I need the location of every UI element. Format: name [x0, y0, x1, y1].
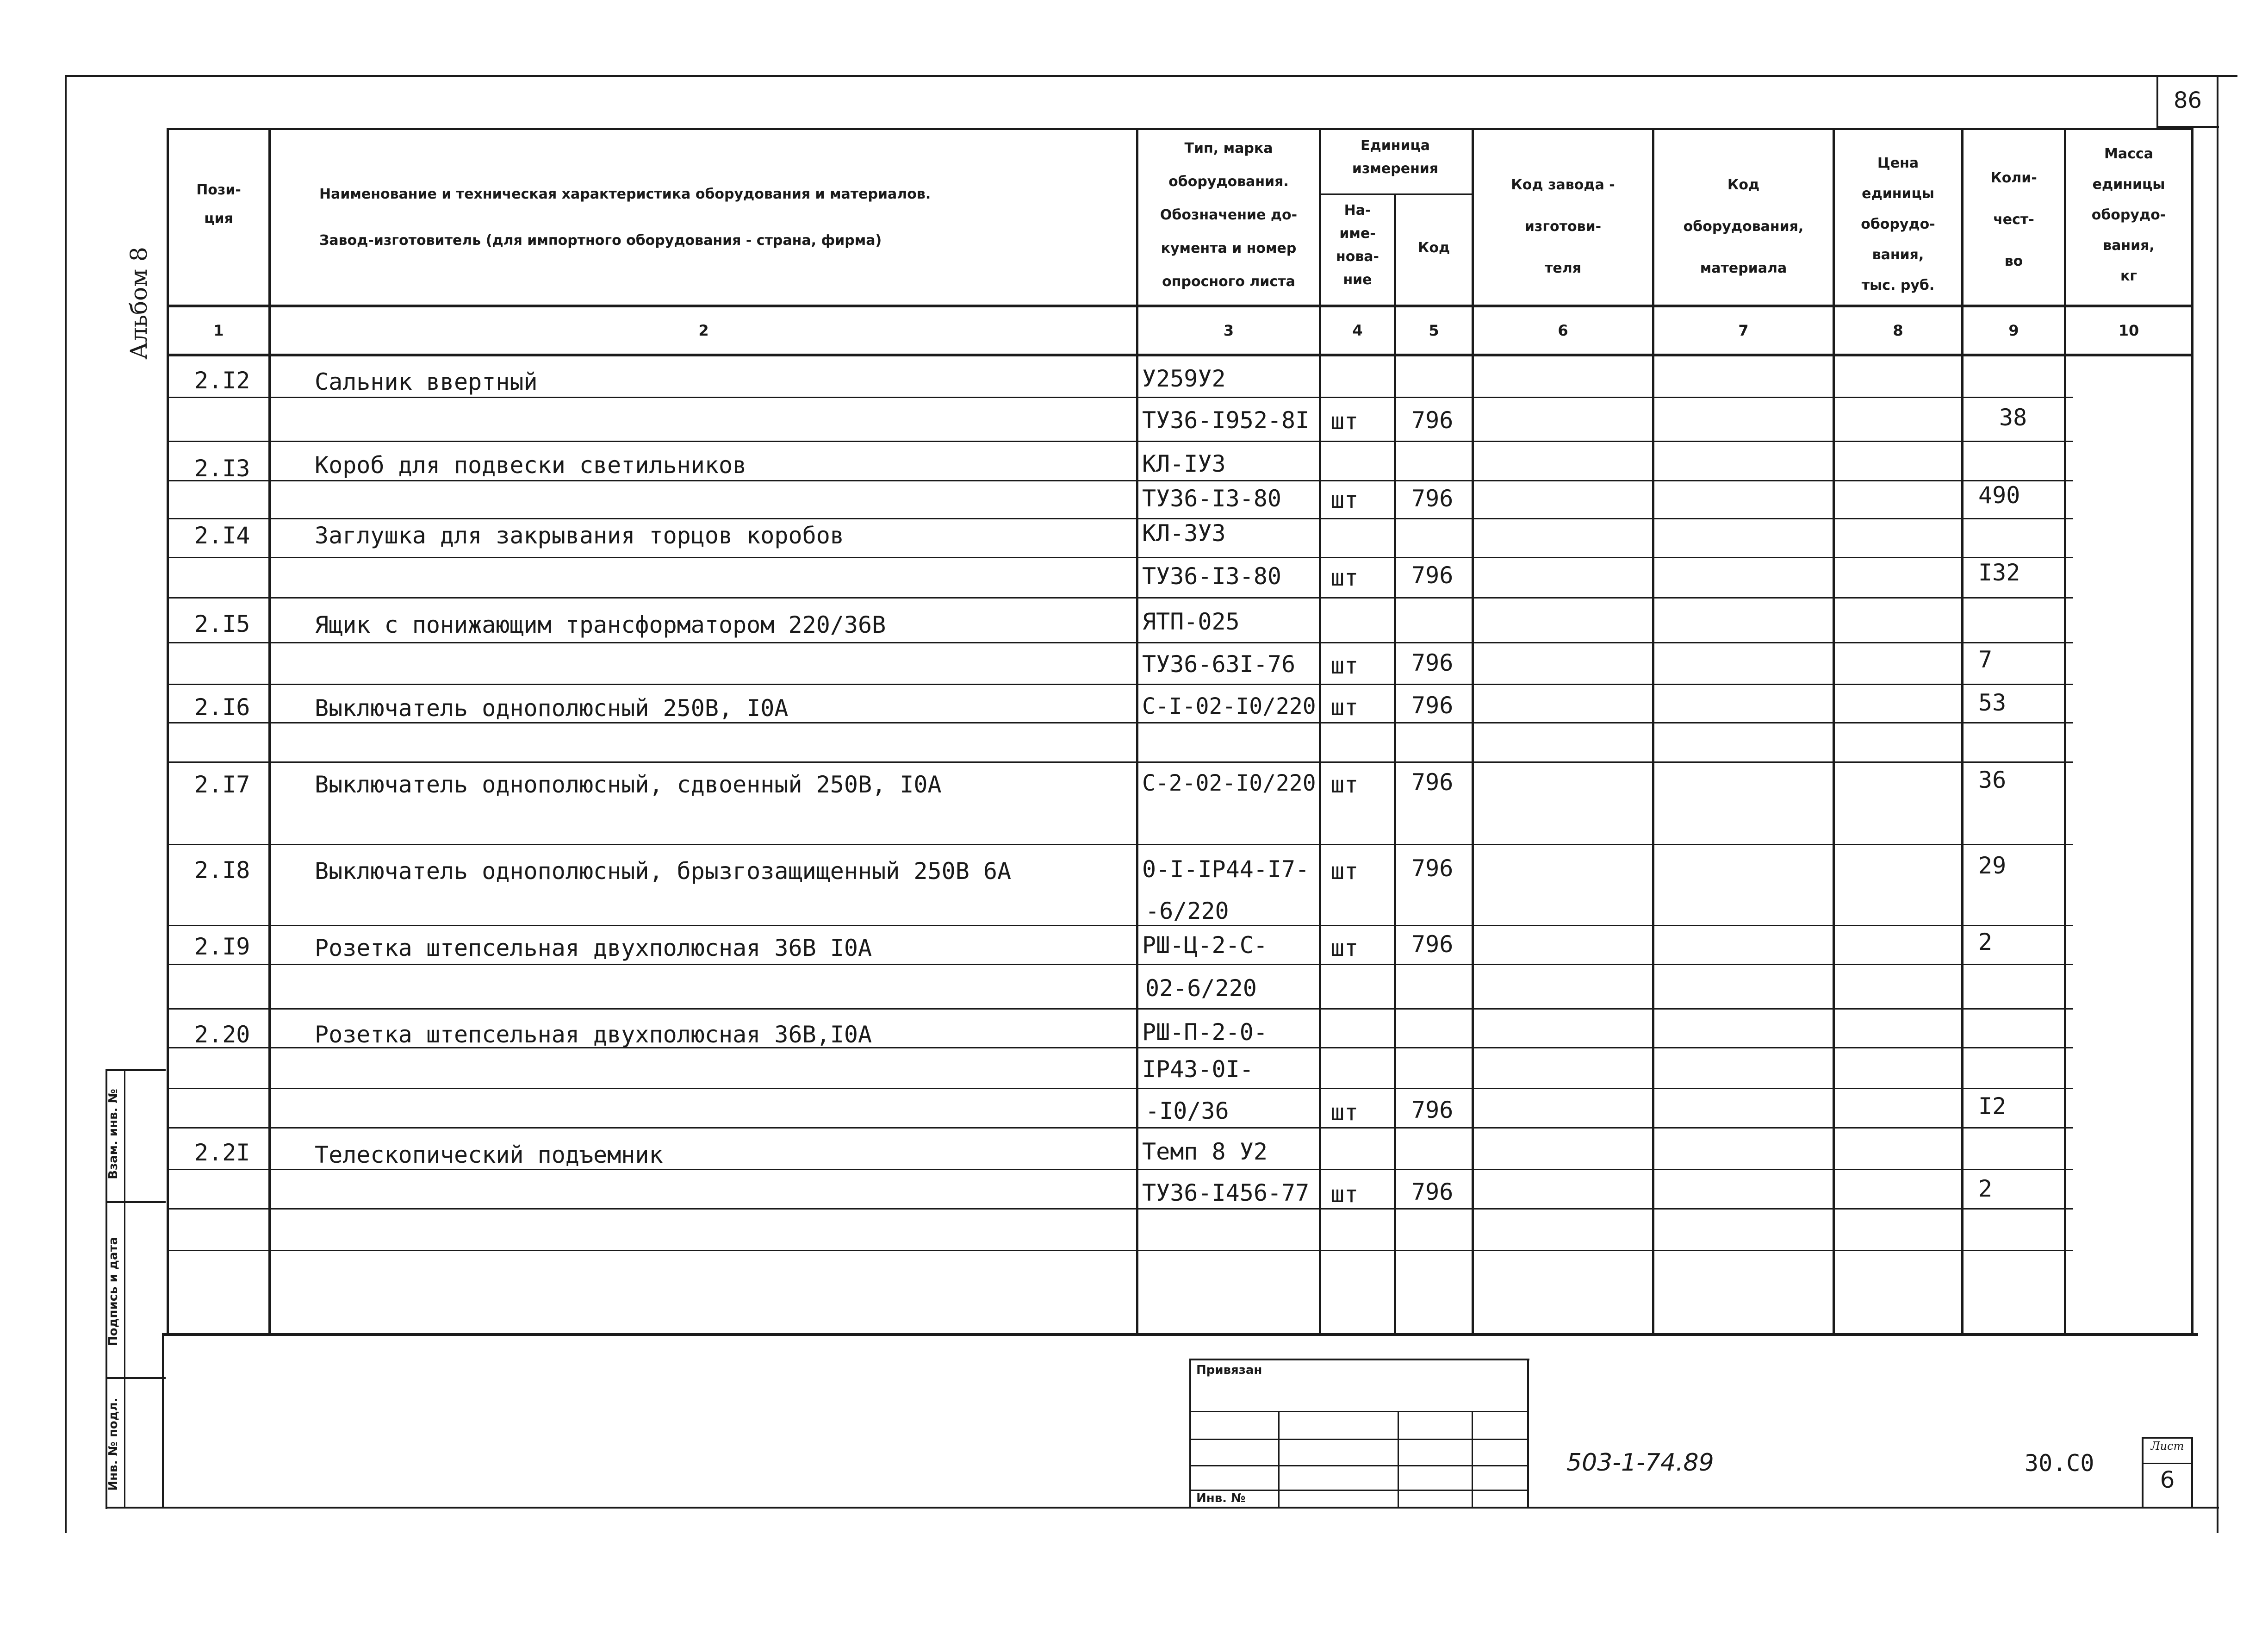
row-type: ТУ36-I456-77 [1142, 1179, 1310, 1206]
row-unit: шт [1330, 771, 1359, 798]
sheet-code: 30.С0 [2025, 1450, 2094, 1477]
header-name: Наименование и техническая характеристика оборудования и материалов. Завод-изготовитель (для импортного оборудования - страна, фирма) [319, 186, 931, 249]
table-bottom [162, 1333, 2198, 1336]
header-price: Цена единицы оборудо- вания, тыс. руб. [1861, 155, 1935, 293]
header-equipment-code: Код оборудования, материала [1683, 177, 1804, 276]
row-position: 2.I5 [194, 611, 250, 637]
row-unit: шт [1330, 1099, 1359, 1126]
side-stamp-inv-podl: Инв. № подл. [106, 1397, 120, 1491]
row-code: 796 [1411, 769, 1454, 796]
row-type: КЛ-IУ3 [1142, 450, 1226, 477]
album-label: Альбом 8 [125, 247, 152, 360]
row-quantity: 38 [1999, 404, 2027, 431]
frame-top-line [65, 75, 2237, 77]
column-number: 6 [1558, 322, 1568, 339]
row-name: Выключатель однополюсный, брызгозащищенный 250В 6А [315, 858, 1012, 885]
row-position: 2.I2 [194, 367, 250, 394]
row-type: ТУ36-63I-76 [1142, 651, 1296, 678]
row-quantity: 29 [1978, 852, 2007, 879]
row-position: 2.I7 [194, 771, 250, 798]
row-unit: шт [1330, 858, 1359, 885]
row-type: 0-I-IP44-I7- [1142, 856, 1310, 883]
row-type: РШ-П-2-0- [1142, 1019, 1268, 1046]
row-name: Короб для подвески светильников [315, 452, 747, 479]
row-unit: шт [1330, 694, 1359, 721]
row-quantity: 36 [1978, 767, 2007, 793]
row-type: 02-6/220 [1145, 975, 1257, 1002]
row-position: 2.20 [194, 1021, 250, 1048]
stamp-inv-no: Инв. № [1196, 1491, 1246, 1505]
row-unit: шт [1330, 408, 1359, 435]
header-type: Тип, марка оборудования. Обозначение до- кумента и номер опросного листа [1160, 140, 1298, 290]
row-type: КЛ-3У3 [1142, 520, 1226, 547]
row-quantity: I2 [1978, 1093, 2007, 1120]
column-number: 2 [698, 322, 709, 339]
row-code: 796 [1411, 692, 1454, 719]
row-type: ТУ36-I3-80 [1142, 563, 1282, 590]
row-code: 796 [1411, 407, 1454, 434]
row-code: 796 [1411, 1097, 1454, 1123]
header-quantity: Коли- чест- во [1990, 170, 2037, 269]
project-code: 503-1-74.89 [1566, 1449, 1714, 1477]
row-name: Заглушка для закрывания торцов коробов [315, 522, 844, 549]
header-unit: Единица измерения [1352, 137, 1439, 177]
row-unit: шт [1330, 486, 1359, 513]
row-type: У259У2 [1142, 365, 1226, 392]
list-label: Лист [2150, 1440, 2184, 1453]
table-top [167, 128, 2193, 130]
row-type: ЯТП-025 [1142, 608, 1240, 635]
row-type: Темп 8 У2 [1142, 1138, 1268, 1165]
header-mass: Масса единицы оборудо- вания, кг [2091, 146, 2166, 284]
row-name: Телескопический подъемник [315, 1141, 663, 1168]
row-name: Розетка штепсельная двухполюсная 36В I0А [315, 935, 872, 961]
row-type: С-I-02-I0/220 [1142, 693, 1316, 719]
frame-right-line [2217, 75, 2218, 1533]
row-quantity: 2 [1978, 1175, 1993, 1202]
row-position: 2.I9 [194, 933, 250, 960]
row-type: РШ-Ц-2-С- [1142, 932, 1268, 959]
sheet-corner-number: 86 [2173, 87, 2202, 113]
row-quantity: 7 [1978, 646, 1993, 673]
row-type: С-2-02-I0/220 [1142, 770, 1316, 796]
row-code: 796 [1411, 485, 1454, 512]
row-name: Сальник ввертный [315, 368, 538, 395]
column-number: 10 [2118, 322, 2139, 339]
row-name: Розетка штепсельная двухполюсная 36В,I0А [315, 1021, 872, 1048]
column-number: 4 [1352, 322, 1363, 339]
row-type: -I0/36 [1145, 1097, 1229, 1124]
row-code: 796 [1411, 1179, 1454, 1205]
stamp-privyazan: Привязан [1196, 1363, 1262, 1377]
column-number: 9 [2008, 322, 2019, 339]
row-quantity: 2 [1978, 929, 1993, 955]
column-number: 3 [1223, 322, 1234, 339]
row-name: Ящик с понижающим трансформатором 220/36В [315, 611, 886, 638]
row-type: ТУ36-I952-8I [1142, 407, 1310, 434]
row-type: ТУ36-I3-80 [1142, 485, 1282, 512]
row-quantity: 490 [1978, 482, 2020, 509]
row-type: -6/220 [1145, 898, 1229, 924]
row-position: 2.I4 [194, 522, 250, 549]
list-number: 6 [2160, 1466, 2175, 1493]
column-number: 7 [1738, 322, 1749, 339]
row-code: 796 [1411, 649, 1454, 676]
side-stamp-signature: Подпись и дата [106, 1236, 120, 1347]
header-position: Пози- ция [196, 182, 241, 227]
side-stamp-vzam: Взам. инв. № [106, 1089, 120, 1179]
header-unit-name: На- име- нова- ние [1336, 202, 1379, 288]
row-quantity: 53 [1978, 689, 2007, 716]
row-unit: шт [1330, 564, 1359, 591]
row-unit: шт [1330, 652, 1359, 679]
column-number: 1 [213, 322, 224, 339]
header-unit-code: Код [1417, 240, 1450, 256]
row-unit: шт [1330, 935, 1359, 961]
row-quantity: I32 [1978, 559, 2020, 586]
row-position: 2.I8 [194, 857, 250, 884]
row-code: 796 [1411, 931, 1454, 958]
row-position: 2.2I [194, 1139, 250, 1166]
row-position: 2.I6 [194, 694, 250, 721]
row-type: IP43-0I- [1142, 1056, 1254, 1083]
corner-box-left [2156, 75, 2158, 126]
row-unit: шт [1330, 1181, 1359, 1208]
row-code: 796 [1411, 562, 1454, 589]
frame-left-line [65, 75, 67, 1533]
column-number: 8 [1893, 322, 1903, 339]
row-code: 796 [1411, 855, 1454, 882]
row-name: Выключатель однополюсный 250В, I0А [315, 695, 789, 722]
column-number: 5 [1429, 322, 1439, 339]
row-name: Выключатель однополюсный, сдвоенный 250В, I0А [315, 771, 942, 798]
row-position: 2.I3 [194, 455, 250, 482]
header-plant-code: Код завода - изготови- теля [1511, 177, 1615, 276]
